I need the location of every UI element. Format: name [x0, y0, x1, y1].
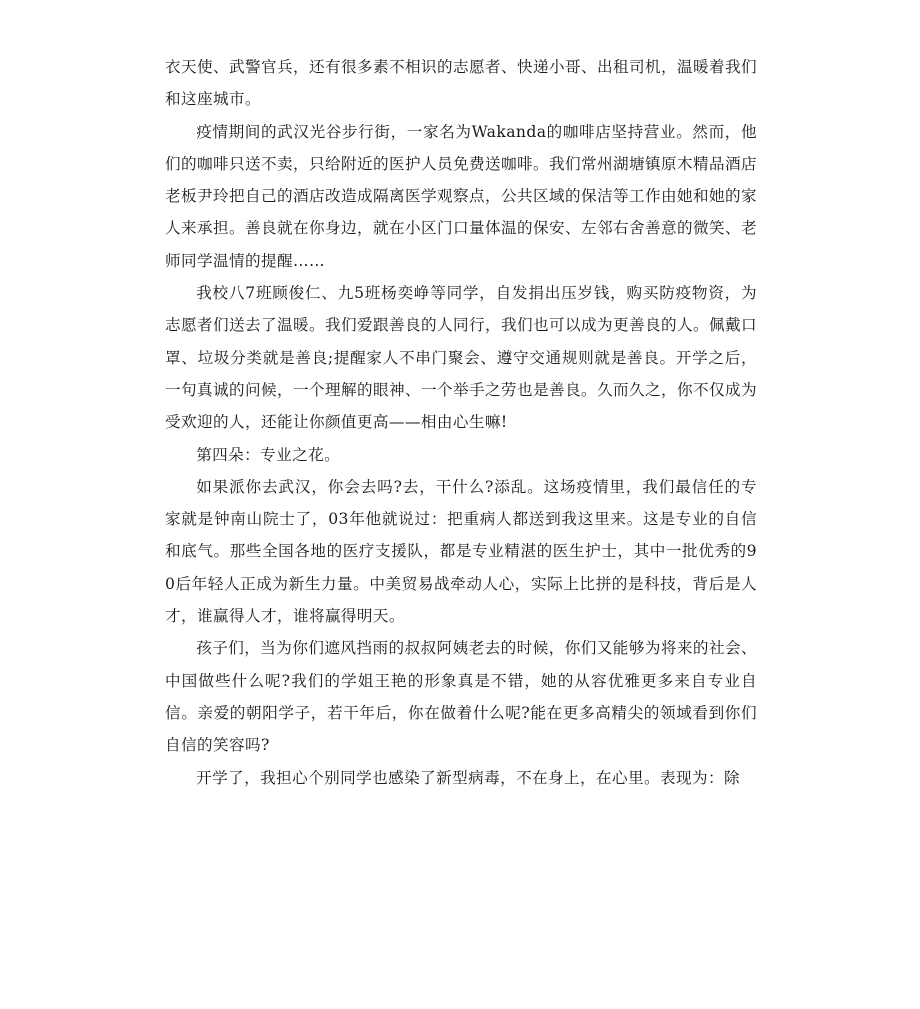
paragraph-wakanda-coffee: 疫情期间的武汉光谷步行街，一家名为Wakanda的咖啡店坚持营业。然而，他们的咖啡只送不卖，只给附近的医护人员免费送咖啡。我们常州湖塘镇原木精品酒店老板尹玲把自己的酒店改造成隔离医学观察点，公共区域的保洁等工作由她和她的家人来承担。善良就在你身边，就在小区门口量体温的保安、左邻右舍善意的微笑、老师同学温情的提醒……: [165, 122, 757, 270]
section-heading-fourth-flower: 第四朵：专业之花。: [196, 445, 341, 464]
paragraph-school-students: 我校八7班顾俊仁、九5班杨奕峥等同学，自发捐出压岁钱，购买防疫物资，为志愿者们送去了温暖。我们爱跟善良的人同行，我们也可以成为更善良的人。佩戴口罩、垃圾分类就是善良;提醒家人不串门聚会、遵守交通规则就是善良。开学之后，一句真诚的问候，一个理解的眼神、一个举手之劳也是善良。久而久之，你不仅成为受欢迎的人，还能让你颜值更高——相由心生嘛!: [165, 284, 757, 432]
paragraph-expertise: 如果派你去武汉，你会去吗?去，干什么?添乱。这场疫情里，我们最信任的专家就是钟南山院士了，03年他就说过：把重病人都送到我这里来。这是专业的自信和底气。那些全国各地的医疗支援队，都是专业精湛的医生护士，其中一批优秀的90后年轻人正成为新生力量。中美贸易战牵动人心，实际上比拼的是科技，背后是人才，谁赢得人才，谁将赢得明天。: [165, 477, 757, 626]
document-body: [165, 51, 757, 794]
paragraph-school-start: 开学了，我担心个别同学也感染了新型病毒，不在身上，在心里。表现为：除: [196, 768, 740, 787]
paragraph-continued: 衣天使、武警官兵，还有很多素不相识的志愿者、快递小哥、出租司机，温暖着我们和这座城市。: [165, 58, 757, 109]
paragraph-children-future: 孩子们，当为你们遮风挡雨的叔叔阿姨老去的时候，你们又能够为将来的社会、中国做些什么呢?我们的学姐王艳的形象真是不错，她的从容优雅更多来自专业自信。亲爱的朝阳学子，若干年后，你在做着什么呢?能在更多高精尖的领域看到你们自信的笑容吗?: [165, 639, 757, 755]
